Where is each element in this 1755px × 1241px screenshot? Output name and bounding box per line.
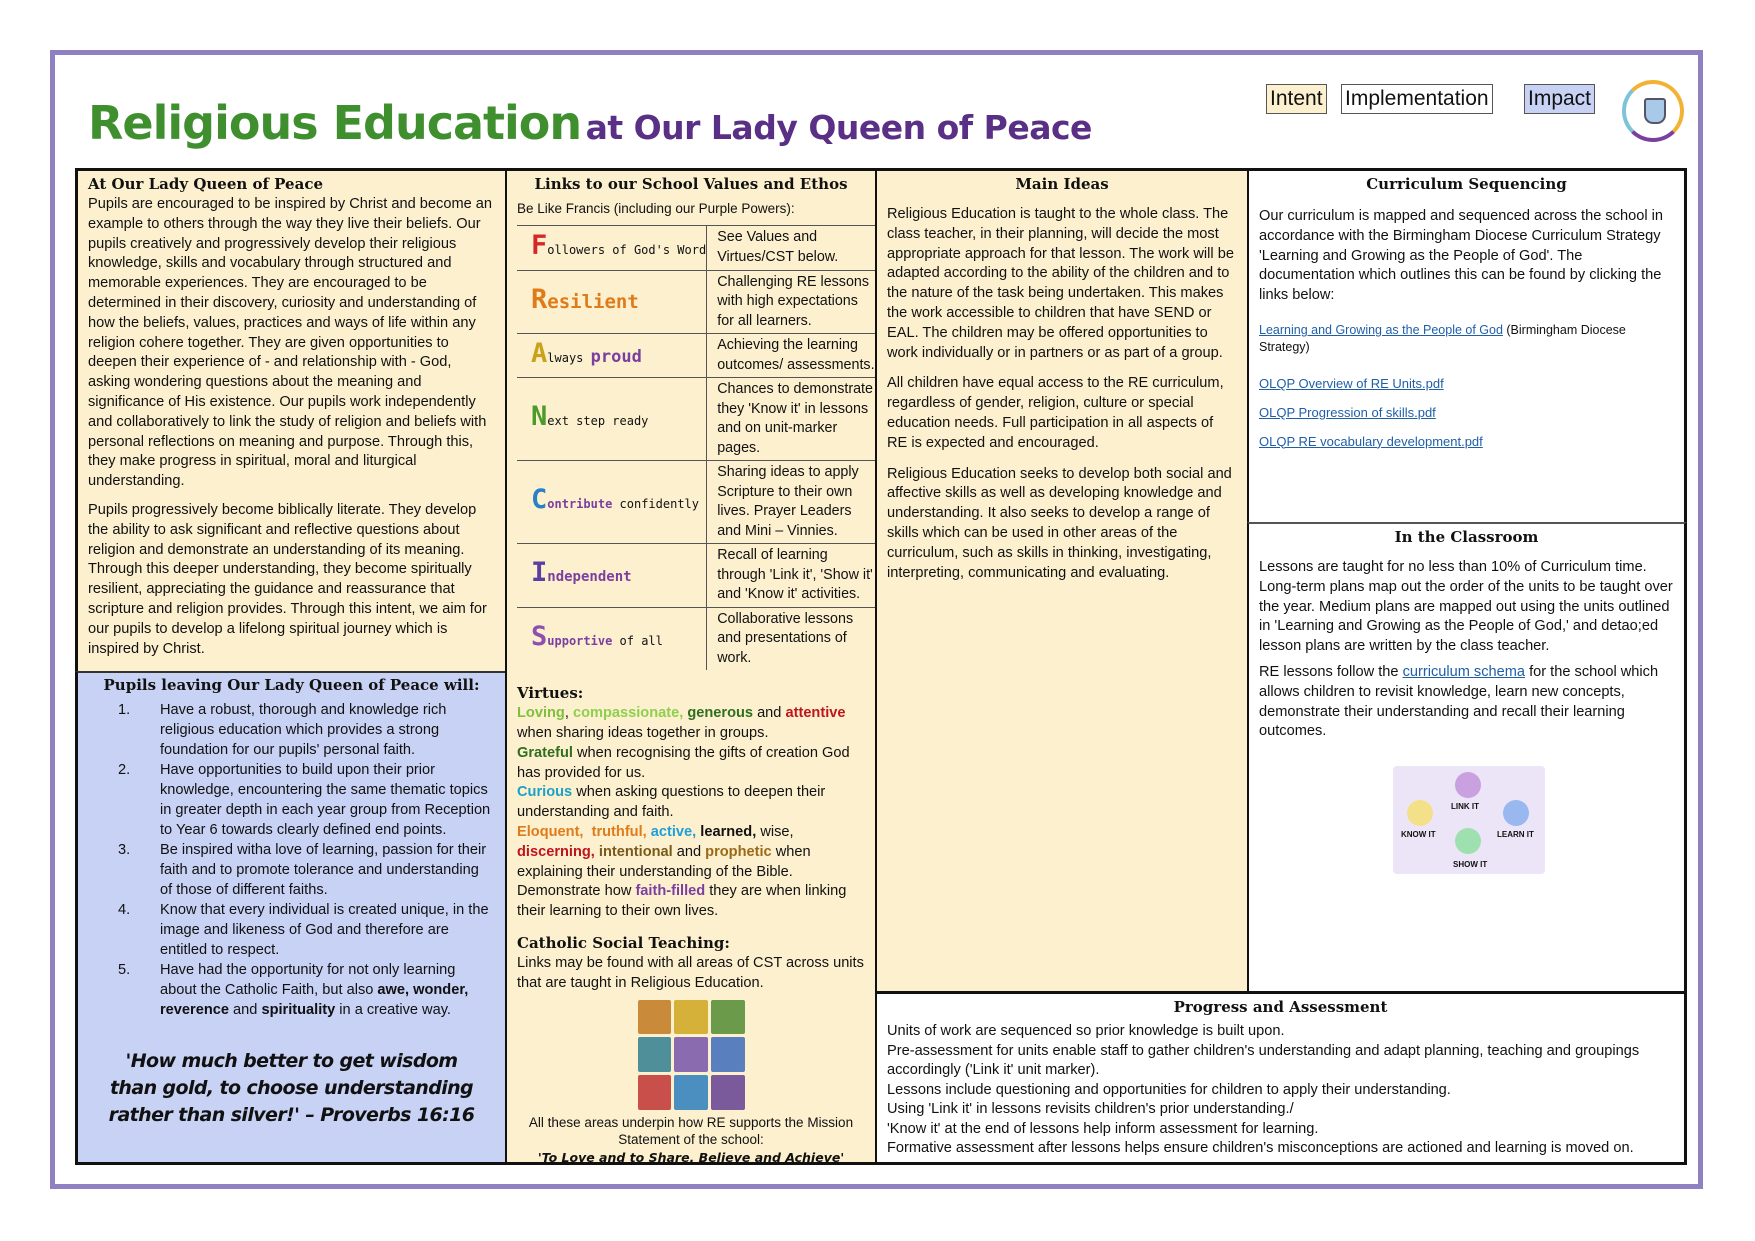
values-table [517,225,875,671]
list-item: 3. Be inspired witha love of learning, passion for their faith and to promote tolerance and understanding of those of different faiths. [118,842,487,898]
sequencing-paragraph: Our curriculum is mapped and sequenced across the school in accordance with the Birmingham Diocese Curriculum Strategy 'Learning and Growing as the People of God'. The documentation which outlines this can be found by clicking the links below: [1259,208,1663,304]
main-ideas-heading: Main Ideas [1015,175,1109,193]
sequencing-link-2-line [1249,374,1684,394]
classroom-paragraph-2: RE lessons follow the curriculum schema for the school which allows children to revisit knowledge, learn new concepts, demonstrate their understanding and recall their learning outcomes. [1259,663,1659,740]
sequencing-link-1-line: Learning and Growing as the People of God (Birmingham Diocese Strategy) [1259,322,1626,354]
cst-text: Links may be found with all areas of CST across units that are taught in Religious Education. [517,955,864,991]
mission-line: All these areas underpin how RE supports the Mission Statement of the school: [528,1114,854,1147]
values-panel [505,168,875,1165]
classroom-panel [1247,522,1687,991]
list-item: 4. Know that every individual is created unique, in the image and likeness of God and therefore are entitled to respect. [118,902,489,958]
progress-panel [875,991,1687,1165]
progress-line: Pre-assessment for units enable staff to gather children's understanding and adapt planning, teaching and groupings accordingly ('Link it' unit marker). [887,1042,1640,1078]
sequencing-panel [1247,168,1687,522]
lightbulb-icon [1407,800,1433,826]
shield-icon [1644,98,1666,124]
intent-paragraph-2: Pupils progressively become biblically literate. They develop the ability to ask significant and reflective questions about religion and demonstrate an understanding of its meaning. Through this deeper understanding, they become spiritually resilient, appreciating the guidance and reassurance that scripture and religion provides. Through this intent, we aim for our pupils to develop a lifelong spiritual journey which is inspired by Christ. [88,501,487,657]
cst-image [638,1000,745,1110]
cst-tile [638,1000,672,1035]
page-title [88,96,1092,150]
proverbs-quote: 'How much better to get wisdom than gold, to choose understanding rather than silver!' – Proverbs 16:16 [108,1050,475,1126]
tab-impact[interactable]: Impact [1524,84,1595,114]
title-main: Religious Education [88,96,582,150]
tab-intent[interactable]: Intent [1266,84,1327,114]
school-logo [1622,80,1684,142]
cst-heading: Catholic Social Teaching: [517,934,730,953]
sequencing-heading: Curriculum Sequencing [1366,175,1567,193]
leaving-list [88,700,495,1020]
virtues-heading: Virtues: [517,684,584,703]
title-sub: at Our Lady Queen of Peace [585,108,1092,147]
classroom-paragraph-1: Lessons are taught for no less than 10% of Curriculum time. Long-term plans map out the order of the units to be taught over the year. Medium plans are mapped out using the units outlined in 'Learning and Growing as the People of God,' and detao;ed lesson plans are written by the class teacher. [1259,559,1673,655]
table-row: Always proud Achieving the learning outcomes/ assessments. [517,334,875,378]
table-row: Contribute confidently Sharing ideas to apply Scripture to their own lives. Prayer Leaders and Mini – Vinnies. [517,461,875,544]
list-item: 1. Have a robust, thorough and knowledge rich religious education which provides a strong foundation for our pupils' personal faith. [118,702,447,758]
main-ideas-panel [875,168,1247,991]
classroom-heading: In the Classroom [1394,528,1539,546]
link-icon [1455,772,1481,798]
table-row: Followers of God's Word See Values and Virtues/CST below. [517,225,875,270]
sequencing-link-3-line [1249,403,1684,423]
link-vocabulary-development[interactable]: OLQP RE vocabulary development.pdf [1259,433,1483,449]
list-item: 2. Have opportunities to build upon their prior knowledge, encountering the same thematic topics in greater depth in each year group from Reception to Year 6 towards clearly defined end points. [118,762,491,838]
mission-statement: 'To Love and to Share, Believe and Achieve' [537,1149,845,1165]
progress-line: Using 'Link it' in lessons revisits children's prior understanding./ [887,1101,1294,1117]
table-row: Next step ready Chances to demonstrate they 'Know it' in lessons and on unit-marker pages. [517,378,875,461]
curriculum-schema-image: LINK IT LEARN IT SHOW IT KNOW IT [1393,766,1545,874]
cst-tile [638,1075,672,1110]
tab-implementation[interactable]: Implementation [1341,84,1493,114]
main-ideas-paragraph-2: All children have equal access to the RE curriculum, regardless of gender, religion, culture or special education needs. Full participation in all aspects of RE is expected and encouraged. [887,375,1224,451]
table-row: Independent Recall of learning through 'Link it', 'Show it' and 'Know it' activities. [517,544,875,608]
leaving-heading: Pupils leaving Our Lady Queen of Peace will: [103,676,480,694]
intent-heading: At Our Lady Queen of Peace [88,175,323,193]
question-icon [1503,800,1529,826]
cst-tile [711,1037,745,1072]
cst-tile [674,1075,708,1110]
values-intro: Be Like Francis (including our Purple Powers): [517,201,795,216]
sequencing-link-4-line [1249,432,1684,452]
cst-tile [674,1000,708,1035]
cst-tile [711,1000,745,1035]
progress-heading: Progress and Assessment [1173,998,1388,1016]
main-ideas-paragraph-3: Religious Education seeks to develop both social and affective skills as well as developing knowledge and understanding. It also seeks to develop a range of skills which can be used in other areas of the curriculum, such as skills in thinking, investigating, interpreting, communicating and evaluating. [887,465,1232,581]
values-heading: Links to our School Values and Ethos [534,175,848,193]
leaving-panel [75,671,505,1165]
progress-line: Units of work are sequenced so prior knowledge is built upon. [887,1023,1285,1039]
link-overview-units[interactable]: OLQP Overview of RE Units.pdf [1259,375,1444,391]
progress-line: Lessons include questioning and opportunities for children to apply their understanding. [887,1081,1451,1098]
table-row: Resilient Challenging RE lessons with high expectations for all learners. [517,270,875,334]
progress-line: Formative assessment after lessons helps ensure children's misconceptions are actioned and learning is moved on. [887,1140,1634,1156]
intent-paragraph-1: Pupils are encouraged to be inspired by Christ and become an example to others through the way they live their beliefs. Our pupils creatively and progressively develop their religious knowledge, skills and vocabulary through structured and memorable experiences. They are encouraged to be determined in their discovery, curiosity and understanding of how the beliefs, values, practices and ways of life within any religion cohere together. They are given opportunities to deepen their experience of - and relationship with - God, asking wondering questions about the meaning and significance of His existence. Our pupils work independently and collaboratively to link the study of religion and beliefs with personal reflections on meaning and purpose. Through this, they make progress in spiritual, moral and liturgical understanding. [88,196,493,490]
virtues-text: Loving, compassionate, generous and attentive when sharing ideas together in groups. Grateful when recognising the gifts of creation God has provided for us. Curious when asking questions to deepen their understanding and faith. Eloquent, truthful, active, learned, wise, discerning, intentional and prophetic when explaining their understanding of the Bible. Demonstrate how faith-filled they are when linking their learning to their own lives. [517,705,850,920]
progress-text [877,1022,1684,1159]
cst-tile [674,1037,708,1072]
link-learning-and-growing[interactable]: Learning and Growing as the People of God [1259,322,1503,337]
link-progression-skills[interactable]: OLQP Progression of skills.pdf [1259,404,1436,420]
cst-tile [711,1075,745,1110]
table-row: Supportive of all Collaborative lessons and presentations of work. [517,607,875,670]
link-curriculum-schema[interactable]: curriculum schema [1402,663,1526,680]
cst-tile [638,1037,672,1072]
list-item: 5. Have had the opportunity for not only learning about the Catholic Faith, but also awe, wonder, reverence and spirituality in a creative way. [118,962,469,1018]
progress-line: 'Know it' at the end of lessons help inform assessment for learning. [887,1120,1319,1137]
check-icon [1455,828,1481,854]
main-ideas-paragraph-1: Religious Education is taught to the whole class. The class teacher, in their planning, will decide the most appropriate approach for that lesson. The work will be adapted according to the ability of the children and to the nature of the task being undertaken. This makes the work accessible to children that have SEND or EAL. The children may be offered opportunities to work individually or in partners or as part of a group. [887,206,1234,361]
intent-panel [75,168,505,673]
